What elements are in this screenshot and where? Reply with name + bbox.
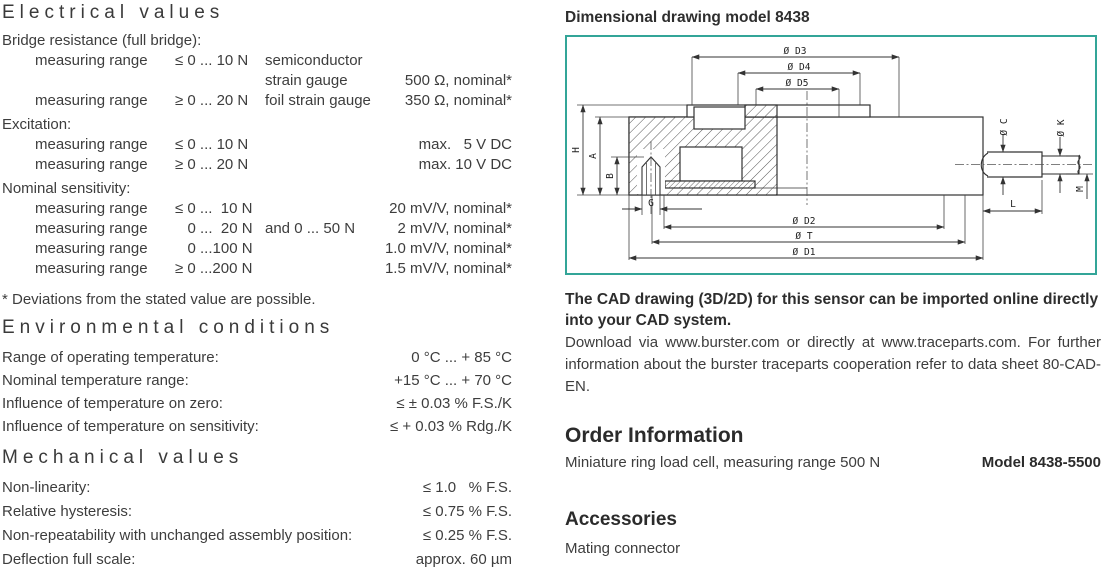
- spec-row: [2, 476, 512, 500]
- spec-row: [2, 51, 512, 71]
- spec-label: Range of operating temperature:: [2, 349, 219, 366]
- specs-column: [2, 0, 512, 572]
- spec-label: Influence of temperature on zero:: [2, 395, 223, 412]
- dimensional-drawing: [565, 35, 1097, 275]
- cad-note-bold: The CAD drawing (3D/2D) for this sensor can be imported online directly into your CAD system.: [565, 291, 1099, 329]
- spec-cell: 500 Ω, nominal*: [404, 72, 512, 89]
- footnote: * Deviations from the stated value are possible.: [2, 291, 316, 308]
- spec-cell: 0 ... 20 N: [175, 220, 253, 237]
- spec-cell: max. 10 V DC: [418, 156, 512, 173]
- spec-cell: ≤ 0 ... 10 N: [175, 52, 249, 69]
- spec-value: ≤ 0.25 % F.S.: [422, 527, 512, 544]
- spec-row: [2, 135, 512, 155]
- dim-label-d2: Ø D2: [792, 216, 816, 227]
- dim-label-d4: Ø D4: [787, 62, 811, 73]
- cad-note-text: Download via www.burster.com or directly at www.traceparts.com. For further information about the burster traceparts cooperation refer to data sheet 80-CAD-EN.: [565, 334, 1101, 395]
- spec-cell: 20 mV/V, nominal*: [389, 200, 512, 217]
- mechanical-rows: [2, 476, 512, 572]
- spec-cell: measuring range: [35, 220, 148, 237]
- spec-value: ≤ 1.0 % F.S.: [422, 479, 512, 496]
- spec-row: [2, 155, 512, 175]
- spec-label: Non-linearity:: [2, 479, 91, 496]
- spec-cell: 1.5 mV/V, nominal*: [384, 260, 512, 277]
- spec-cell: and 0 ... 50 N: [265, 220, 356, 237]
- spec-row: [2, 239, 512, 259]
- drawing-title: Dimensional drawing model 8438: [565, 9, 810, 26]
- spec-cell: ≤ 0 ... 10 N: [175, 200, 253, 217]
- order-line: [565, 454, 1101, 471]
- dim-label-c: Ø C: [999, 118, 1010, 136]
- dim-label-d5: Ø D5: [785, 78, 809, 89]
- spec-label: Deflection full scale:: [2, 551, 136, 568]
- dim-label-a: A: [588, 153, 599, 159]
- section-title-mechanical: Mechanical values: [2, 447, 244, 468]
- dim-label-k: Ø K: [1056, 119, 1067, 137]
- dim-label-l: L: [1010, 199, 1016, 210]
- spec-row: [2, 548, 512, 572]
- spec-cell: semiconductor: [265, 52, 363, 69]
- spec-label: Influence of temperature on sensitivity:: [2, 418, 259, 435]
- spec-label: Relative hysteresis:: [2, 503, 133, 520]
- spec-cell: 0 ...100 N: [175, 240, 253, 257]
- spec-cell: ≤ 0 ... 10 N: [175, 136, 249, 153]
- spec-row: [2, 199, 512, 219]
- spec-value: 0 °C ... + 85 °C: [411, 349, 512, 366]
- spec-row: [2, 91, 512, 111]
- spec-cell: strain gauge: [265, 72, 348, 89]
- spec-cell: ≥ 0 ... 20 N: [175, 156, 249, 173]
- spec-row: [2, 500, 512, 524]
- spec-label: Non-repeatability with unchanged assembly position:: [2, 527, 353, 544]
- accessories-item: Mating connector: [565, 540, 681, 557]
- order-model-number: Model 8438-5500: [981, 454, 1101, 471]
- section-title-electrical: Electrical values: [2, 2, 225, 23]
- spec-cell: 1.0 mV/V, nominal*: [384, 240, 512, 257]
- group-label-excitation: Excitation:: [2, 116, 72, 133]
- spec-cell: measuring range: [35, 156, 148, 173]
- dim-label-d1: Ø D1: [792, 247, 816, 258]
- spec-row: [2, 219, 512, 239]
- spec-cell: [175, 71, 265, 91]
- spec-value: ≤ ± 0.03 % F.S./K: [396, 395, 512, 412]
- spec-cell: foil strain gauge: [265, 92, 371, 109]
- spec-row: [2, 415, 512, 438]
- spec-cell: max. 5 V DC: [418, 136, 512, 153]
- dim-label-d3: Ø D3: [783, 46, 807, 57]
- section-title-environmental: Environmental conditions: [2, 317, 335, 338]
- spec-cell: measuring range: [35, 52, 148, 69]
- spec-label: Nominal temperature range:: [2, 372, 189, 389]
- dim-label-h: H: [571, 147, 582, 153]
- spec-cell: [35, 71, 175, 91]
- spec-row: [2, 524, 512, 548]
- drawing-column: [565, 0, 1101, 557]
- spec-value: ≤ + 0.03 % Rdg./K: [389, 418, 512, 435]
- spec-value: +15 °C ... + 70 °C: [394, 372, 512, 389]
- spec-cell: measuring range: [35, 200, 148, 217]
- spec-cell: measuring range: [35, 92, 148, 109]
- spec-cell: measuring range: [35, 260, 148, 277]
- dim-label-b: B: [605, 173, 616, 179]
- spec-value: approx. 60 µm: [415, 551, 512, 568]
- spec-cell: ≥ 0 ...200 N: [175, 260, 253, 277]
- spec-row: [2, 259, 512, 279]
- group-label-sensitivity: Nominal sensitivity:: [2, 180, 131, 197]
- dim-label-t: Ø T: [795, 231, 813, 242]
- dim-label-g: G: [648, 198, 654, 209]
- order-item: Miniature ring load cell, measuring range 500 N: [565, 454, 881, 471]
- load-cell-cross-section: [567, 37, 1095, 273]
- spec-row: [2, 369, 512, 392]
- environmental-rows: [2, 346, 512, 438]
- group-label-bridge: Bridge resistance (full bridge):: [2, 32, 202, 49]
- spec-row: [2, 392, 512, 415]
- order-information-title: Order Information: [565, 424, 744, 447]
- spec-cell: ≥ 0 ... 20 N: [175, 92, 249, 109]
- spec-value: ≤ 0.75 % F.S.: [422, 503, 512, 520]
- spec-cell: 350 Ω, nominal*: [404, 92, 512, 109]
- spec-cell: 2 mV/V, nominal*: [397, 220, 512, 237]
- spec-row: [2, 346, 512, 369]
- spec-cell: measuring range: [35, 136, 148, 153]
- spec-row: [2, 71, 512, 91]
- accessories-title: Accessories: [565, 509, 677, 530]
- spec-cell: measuring range: [35, 240, 148, 257]
- dim-label-m: M: [1075, 186, 1086, 192]
